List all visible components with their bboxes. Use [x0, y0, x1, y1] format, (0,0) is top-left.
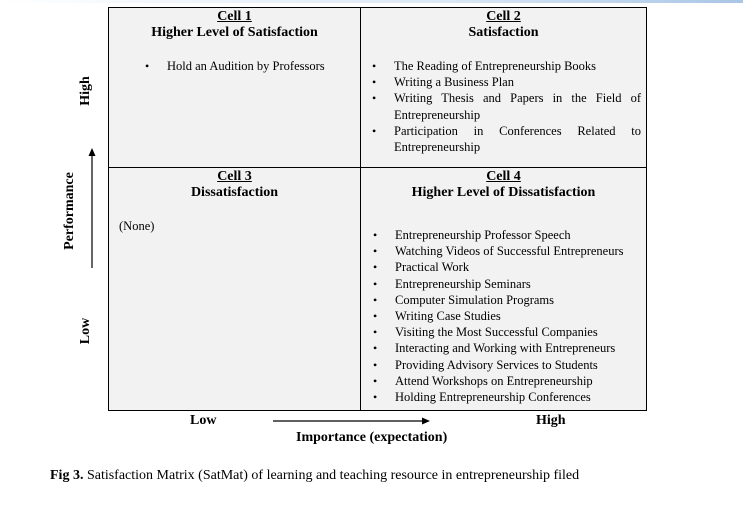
y-axis-title: Performance [62, 172, 77, 250]
list-item: • Entrepreneurship Professor Speech [370, 227, 642, 243]
x-axis-low-label: Low [190, 413, 217, 428]
list-item: • Watching Videos of Successful Entrepreneurs [370, 243, 642, 259]
list-item: • Visiting the Most Successful Companies [370, 324, 642, 340]
cell-2-title: Satisfaction [468, 25, 539, 40]
x-axis-high-label: High [536, 413, 566, 428]
cell-4-number: Cell 4 [486, 169, 521, 184]
list-item: • Hold an Audition by Professors [142, 58, 357, 74]
x-axis-title: Importance (expectation) [296, 430, 448, 445]
cell-3-title: Dissatisfaction [190, 185, 279, 200]
y-axis-low-label: Low [78, 317, 93, 345]
list-item: • Entrepreneurship Seminars [370, 276, 642, 292]
list-item: • Holding Entrepreneurship Conferences [370, 389, 642, 405]
caption-label: Fig 3. [50, 468, 84, 483]
cell-4-title: Higher Level of Dissatisfaction [411, 185, 596, 200]
list-item: • Providing Advisory Services to Students [370, 357, 642, 373]
list-item: • Practical Work [370, 259, 642, 275]
list-item: • Writing a Business Plan [369, 74, 641, 90]
caption-text: Satisfaction Matrix (SatMat) of learning and teaching resource in entrepreneurship filed [83, 468, 580, 483]
y-axis-arrow [89, 148, 96, 268]
list-item: • Writing Case Studies [370, 308, 642, 324]
cell-3-none-text: (None) [119, 219, 155, 233]
cell-3-number: Cell 3 [217, 169, 252, 184]
y-axis-high-label: High [78, 76, 93, 106]
list-item: • Interacting and Working with Entrepreneurs [370, 340, 642, 356]
list-item: • The Reading of Entrepreneurship Books [369, 58, 641, 74]
x-axis-arrow [273, 418, 430, 425]
figure-caption [50, 468, 579, 484]
list-item: • Computer Simulation Programs [370, 292, 642, 308]
cell-2-number: Cell 2 [486, 9, 521, 24]
cell-1-number: Cell 1 [217, 9, 252, 24]
list-item: • Participation in Conferences Related to Entrepreneurship [369, 123, 641, 155]
list-item: • Attend Workshops on Entrepreneurship [370, 373, 642, 389]
cell-1-title: Higher Level of Satisfaction [151, 25, 318, 40]
list-item: • Writing Thesis and Papers in the Field of Entrepreneurship [369, 90, 641, 122]
